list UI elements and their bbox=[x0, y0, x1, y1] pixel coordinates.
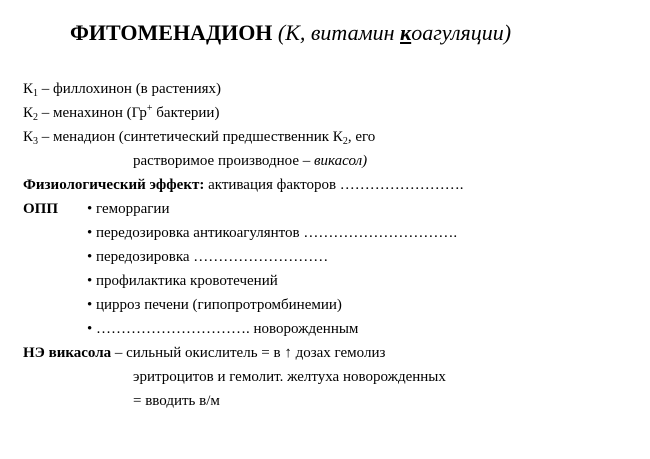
opp-item: • геморрагии bbox=[87, 201, 170, 217]
side-effect-continuation: эритроцитов и гемолит. желтуха новорожденных bbox=[133, 369, 446, 385]
vitamin-desc-tail: бактерии) bbox=[152, 105, 220, 121]
opp-label bbox=[23, 199, 58, 219]
k2-index: 2 bbox=[342, 136, 348, 147]
side-effect-line bbox=[23, 343, 385, 363]
vitamin-desc-tail: , его bbox=[347, 129, 376, 145]
opp-item: • передозировка антикоагулянтов …………………………. bbox=[87, 225, 458, 241]
gram-plus-sup: + bbox=[146, 103, 153, 114]
vitamin-desc: – филлохинон (в растениях) bbox=[38, 81, 221, 97]
effect-text: активация факторов ……………………. bbox=[204, 177, 464, 193]
slide-title bbox=[70, 20, 511, 46]
opp-item: • передозировка ……………………… bbox=[87, 249, 329, 265]
effect-label: Физиологический эффект: bbox=[23, 177, 205, 193]
title-main: ФИТОМЕНАДИОН bbox=[70, 20, 273, 45]
side-effect-continuation: = вводить в/м bbox=[133, 393, 220, 409]
opp-item: • цирроз печени (гипопротромбинемии) bbox=[87, 297, 342, 313]
vitamin-letter: К bbox=[23, 81, 34, 97]
vitamin-index: 1 bbox=[33, 88, 39, 99]
opp-item: • профилактика кровотечений bbox=[87, 273, 278, 289]
vitamin-letter: К bbox=[23, 129, 34, 145]
vitamin-index: 2 bbox=[33, 112, 39, 123]
vitamin-desc: – менахинон (Гр bbox=[38, 105, 147, 121]
vikasol-name: викасол) bbox=[314, 153, 368, 169]
opp-label-text: ОПП bbox=[23, 201, 59, 217]
vitamin-index: 3 bbox=[33, 136, 39, 147]
title-sub-highlight: к bbox=[400, 20, 412, 45]
vitamin-letter: К bbox=[23, 105, 34, 121]
vitamin-desc: – менадион (синтетический предшественник К bbox=[38, 129, 343, 145]
side-effect-label: НЭ викасола bbox=[23, 345, 112, 361]
k3-cont-text: растворимое производное – bbox=[133, 153, 314, 169]
title-subtitle bbox=[278, 20, 511, 45]
title-sub-close: оагуляции) bbox=[411, 20, 512, 45]
vitamin-k3-continuation bbox=[133, 151, 367, 171]
vitamin-k3-line bbox=[23, 127, 375, 147]
vitamin-k1-line bbox=[23, 79, 221, 99]
title-sub-open: (К, витамин bbox=[277, 20, 401, 45]
opp-item: • …………………………. новорожденным bbox=[87, 321, 359, 337]
side-effect-text: – сильный окислитель = в ↑ дозах гемолиз bbox=[111, 345, 386, 361]
physiological-effect-line bbox=[23, 175, 464, 195]
vitamin-k2-line bbox=[23, 103, 219, 123]
